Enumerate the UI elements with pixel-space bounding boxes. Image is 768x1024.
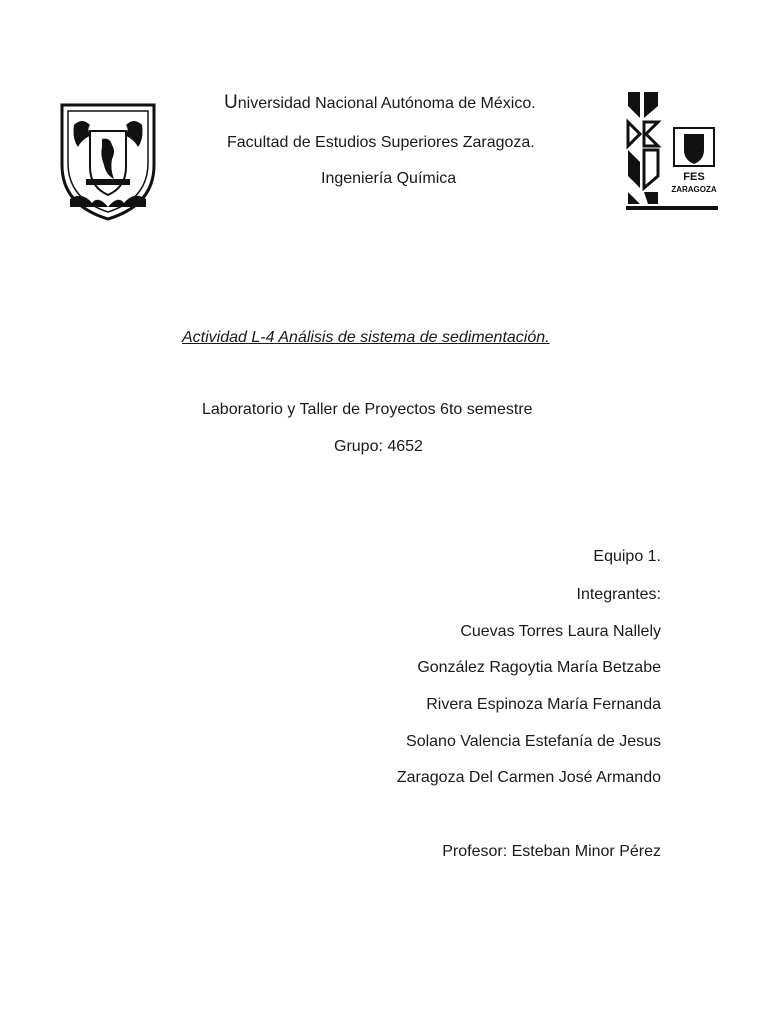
member-name: Rivera Espinoza María Fernanda [426, 696, 661, 713]
professor-name: Profesor: Esteban Minor Pérez [442, 843, 661, 860]
members-label: Integrantes: [576, 586, 661, 603]
group-number: Grupo: 4652 [334, 438, 423, 455]
member-name: Solano Valencia Estefanía de Jesus [406, 733, 661, 750]
member-name: Cuevas Torres Laura Nallely [460, 623, 661, 640]
fes-label: FES [683, 171, 705, 183]
fes-sublabel: ZARAGOZA [671, 185, 717, 194]
team-label: Equipo 1. [593, 548, 661, 565]
university-name-rest: niversidad Nacional Autónoma de México. [237, 95, 536, 112]
fes-zaragoza-logo [624, 88, 720, 212]
unam-seal-logo [52, 95, 164, 223]
faculty-name: Facultad de Estudios Superiores Zaragoza. [227, 134, 535, 151]
member-name: Zaragoza Del Carmen José Armando [396, 769, 661, 786]
member-name: González Ragoytia María Betzabe [417, 659, 661, 676]
program-name: Ingeniería Química [321, 170, 457, 187]
activity-title: Actividad L-4 Análisis de sistema de sedimentación. [182, 329, 550, 346]
course-name: Laboratorio y Taller de Proyectos 6to semestre [202, 401, 533, 418]
university-name [224, 92, 536, 114]
university-initial: U [224, 92, 238, 113]
